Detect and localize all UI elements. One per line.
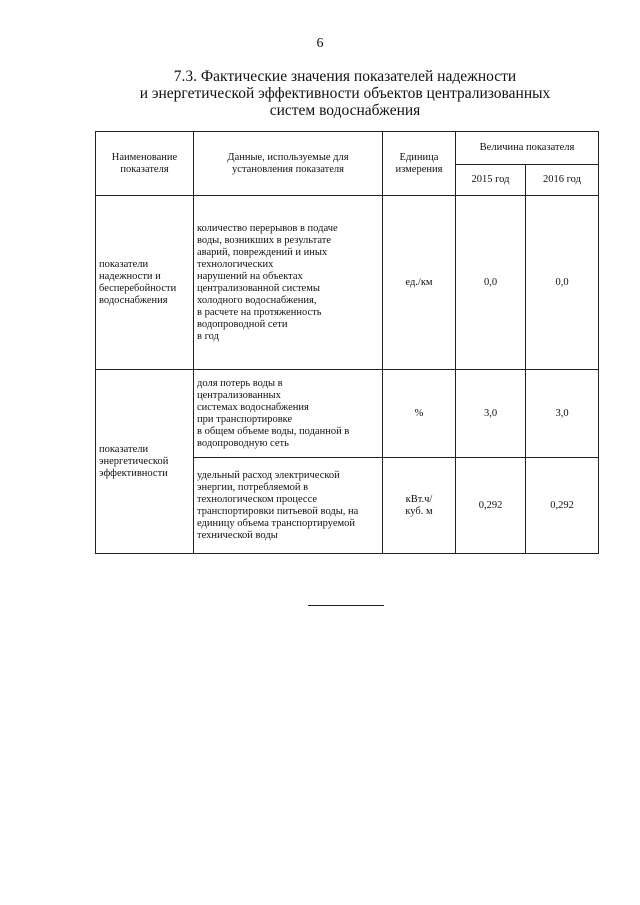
- value-2015-cell: 0,292: [456, 458, 526, 554]
- header-year-2015: 2015 год: [456, 165, 526, 196]
- header-name: Наименование показателя: [96, 132, 194, 196]
- unit-cell: ед./км: [383, 196, 456, 370]
- title-line-3: систем водоснабжения: [269, 102, 421, 119]
- indicator-name-cell: показатели энергетической эффективности: [96, 370, 194, 554]
- value-2015-cell: 3,0: [456, 370, 526, 458]
- title-line-2: и энергетической эффективности объектов централизованных: [139, 85, 551, 102]
- value-2016-cell: 0,292: [526, 458, 599, 554]
- indicator-data-cell: доля потерь воды в централизованных системах водоснабжения при транспортировке в общем объеме воды, поданной в водопроводную сеть: [194, 370, 383, 458]
- value-2015-cell: 0,0: [456, 196, 526, 370]
- indicator-data-cell: количество перерывов в подаче воды, возникших в результате аварий, повреждений и иных технологических нарушений на объектах централизованной системы холодного водоснабжения, в расчете на протяженность водопроводной сети в год: [194, 196, 383, 370]
- footer-divider: [308, 605, 384, 606]
- indicators-table: [95, 131, 599, 554]
- section-title: [95, 68, 595, 119]
- unit-cell: кВт.ч/ куб. м: [383, 458, 456, 554]
- table-row: [96, 196, 599, 370]
- indicator-name-cell: показатели надежности и бесперебойности водоснабжения: [96, 196, 194, 370]
- indicator-data-cell: удельный расход электрической энергии, потребляемой в технологическом процессе транспортировки питьевой воды, на единицу объема транспортируемой технической воды: [194, 458, 383, 554]
- header-unit: Единица измерения: [383, 132, 456, 196]
- header-value: Величина показателя: [456, 132, 599, 165]
- title-line-1: 7.3. Фактические значения показателей надежности: [173, 68, 517, 85]
- table-row: [96, 370, 599, 458]
- unit-cell: %: [383, 370, 456, 458]
- page-number: 6: [316, 36, 324, 51]
- value-2016-cell: 3,0: [526, 370, 599, 458]
- header-data: Данные, используемые для установления показателя: [194, 132, 383, 196]
- value-2016-cell: 0,0: [526, 196, 599, 370]
- header-year-2016: 2016 год: [526, 165, 599, 196]
